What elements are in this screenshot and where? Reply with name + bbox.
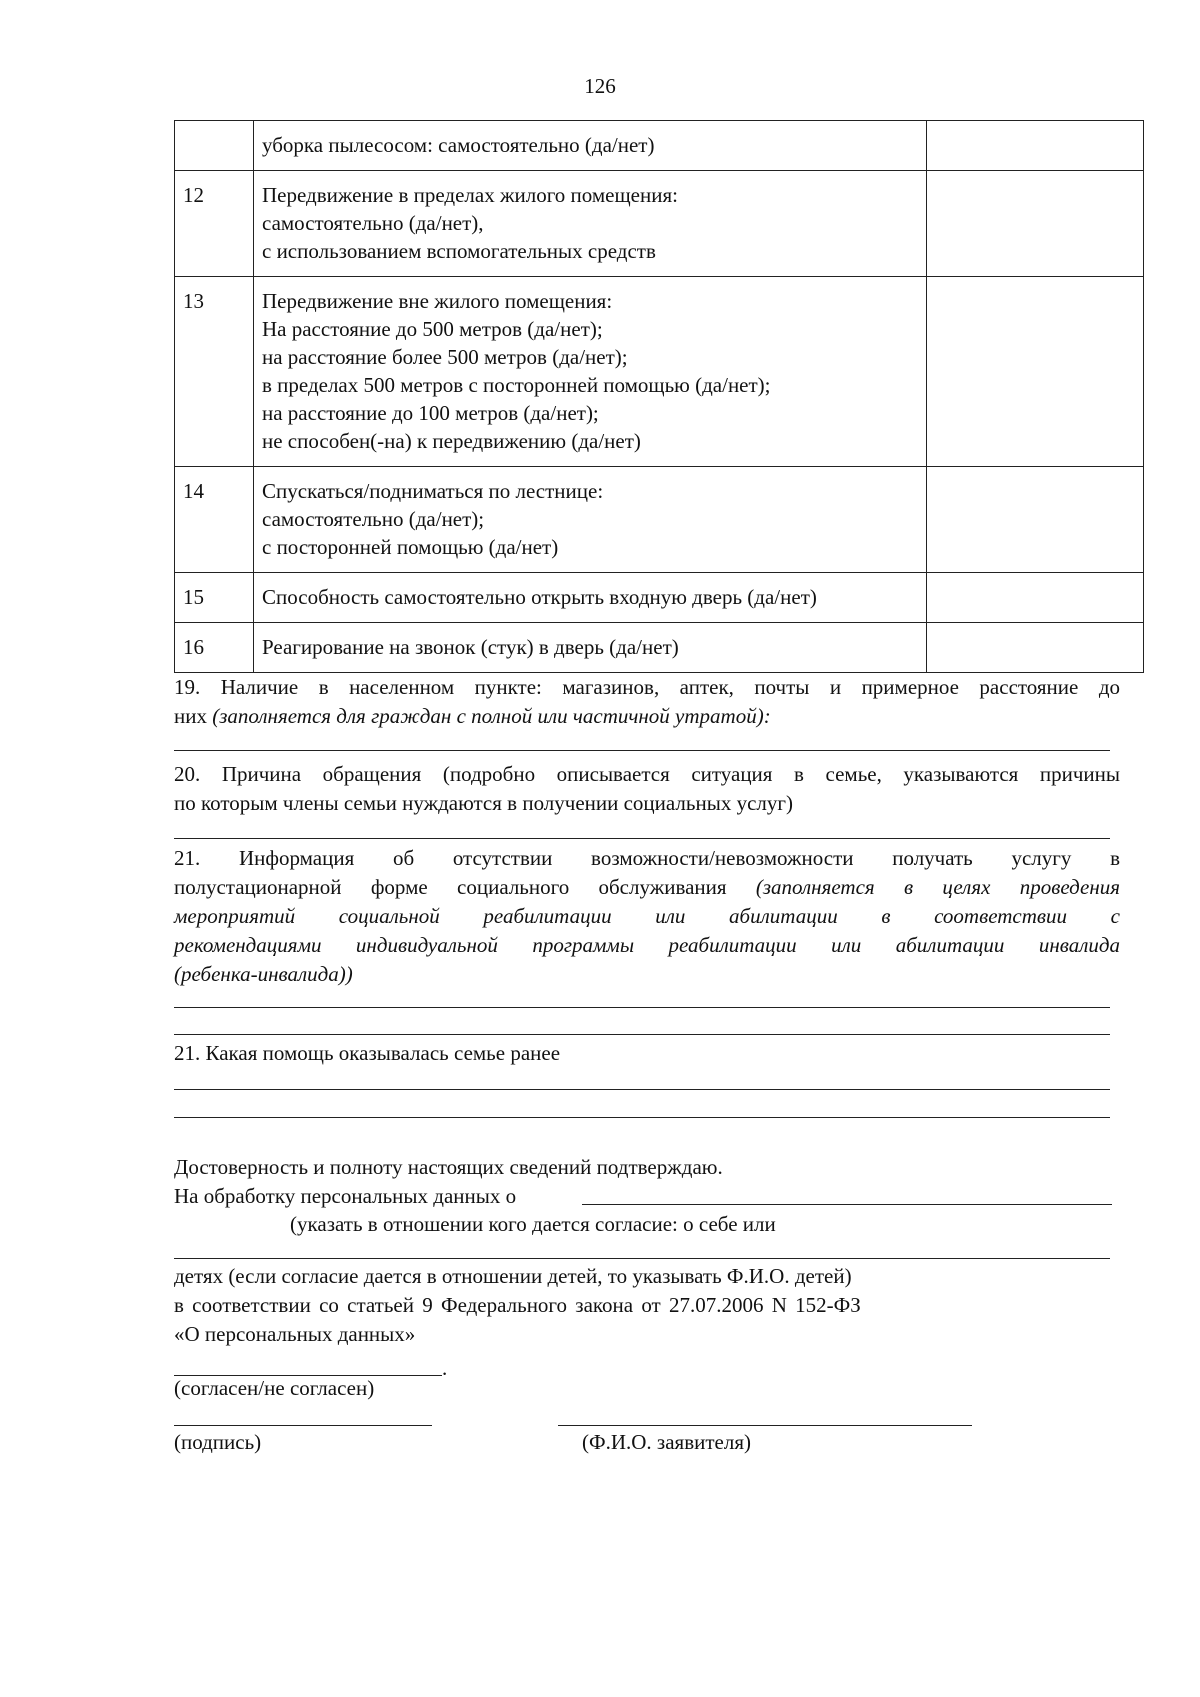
signature-label: (подпись)	[174, 1430, 262, 1454]
table-row	[175, 467, 1144, 573]
row-description-line: с посторонней помощью (да/нет)	[262, 535, 559, 559]
row-description-line: Передвижение вне жилого помещения:	[262, 289, 613, 313]
section-21a-line-5: (ребенка-инвалида))	[174, 962, 353, 986]
section-19-answer-line[interactable]	[174, 750, 1110, 751]
row-description-line: самостоятельно (да/нет),	[262, 211, 484, 235]
row-description	[254, 573, 927, 623]
row-answer-cell[interactable]	[927, 623, 1144, 673]
section-19-line-1: 19. Наличие в населенном пункте: магазинов, аптек, почты и примерное расстояние до	[174, 675, 1120, 699]
agree-period: .	[442, 1356, 448, 1380]
consent-line-3: детях (если согласие дается в отношении детей, то указывать Ф.И.О. детей)	[174, 1264, 852, 1288]
table-row	[175, 121, 1144, 171]
section-21a-line-4: рекомендациями индивидуальной программы реабилитации или абилитации инвалида	[174, 933, 1120, 957]
section-21b-answer-line-1[interactable]	[174, 1089, 1110, 1090]
row-description-line: самостоятельно (да/нет);	[262, 507, 485, 531]
assessment-table	[174, 120, 1144, 673]
section-19-line-2	[174, 702, 1120, 731]
row-number: 12	[175, 171, 254, 277]
row-description	[254, 121, 927, 171]
row-answer-cell[interactable]	[927, 467, 1144, 573]
row-description-line: на расстояние более 500 метров (да/нет);	[262, 345, 628, 369]
row-description-line: Способность самостоятельно открыть входную дверь (да/нет)	[262, 585, 817, 609]
consent-line-4: в соответствии со статьей 9 Федерального закона от 27.07.2006 N 152-ФЗ	[174, 1293, 861, 1317]
row-description-line: в пределах 500 метров с посторонней помощью (да/нет);	[262, 373, 771, 397]
table-row	[175, 277, 1144, 467]
consent-note: (указать в отношении кого дается согласие: о себе или	[290, 1212, 776, 1236]
row-number: 16	[175, 623, 254, 673]
section-21b-answer-line-2[interactable]	[174, 1117, 1110, 1118]
row-description-line: Передвижение в пределах жилого помещения:	[262, 183, 678, 207]
row-description-line: На расстояние до 500 метров (да/нет);	[262, 317, 603, 341]
section-21a-line-1: 21. Информация об отсутствии возможности/невозможности получать услугу в	[174, 846, 1120, 870]
applicant-name-label: (Ф.И.О. заявителя)	[582, 1430, 751, 1454]
consent-line-2-text: На обработку персональных данных о	[174, 1184, 517, 1208]
section-19-line-2-normal: них	[174, 704, 213, 728]
applicant-name-line[interactable]	[558, 1425, 972, 1426]
row-description	[254, 171, 927, 277]
row-answer-cell[interactable]	[927, 121, 1144, 171]
row-answer-cell[interactable]	[927, 573, 1144, 623]
row-answer-cell[interactable]	[927, 277, 1144, 467]
row-description-line: Реагирование на звонок (стук) в дверь (да/нет)	[262, 635, 679, 659]
section-20-answer-line[interactable]	[174, 838, 1110, 839]
row-description-line: с использованием вспомогательных средств	[262, 239, 656, 263]
agree-label: (согласен/не согласен)	[174, 1376, 375, 1400]
signature-line[interactable]	[174, 1425, 432, 1426]
section-21b-text: 21. Какая помощь оказывалась семье ранее	[174, 1041, 561, 1065]
section-21a-line-2-italic: (заполняется в целях проведения	[755, 875, 1121, 899]
row-description	[254, 277, 927, 467]
row-description-line: уборка пылесосом: самостоятельно (да/нет)	[262, 133, 655, 157]
row-description	[254, 467, 927, 573]
row-answer-cell[interactable]	[927, 171, 1144, 277]
row-number	[175, 121, 254, 171]
consent-line-5: «О персональных данных»	[174, 1322, 416, 1346]
consent-subject-line[interactable]	[582, 1204, 1112, 1205]
row-number: 15	[175, 573, 254, 623]
section-21a-line-3: мероприятий социальной реабилитации или абилитации в соответствии с	[174, 904, 1120, 928]
table-row	[175, 573, 1144, 623]
page-number: 126	[584, 74, 616, 98]
row-description	[254, 623, 927, 673]
section-20-line-2: по которым члены семьи нуждаются в получении социальных услуг)	[174, 791, 793, 815]
row-number: 13	[175, 277, 254, 467]
table-row	[175, 623, 1144, 673]
consent-line-1: Достоверность и полноту настоящих сведений подтверждаю.	[174, 1155, 723, 1179]
consent-line-2	[174, 1182, 1120, 1211]
section-21a-answer-line-2[interactable]	[174, 1034, 1110, 1035]
section-20-line-1: 20. Причина обращения (подробно описывается ситуация в семье, указываются причины	[174, 762, 1120, 786]
row-description-line: Спускаться/подниматься по лестнице:	[262, 479, 604, 503]
row-description-line: на расстояние до 100 метров (да/нет);	[262, 401, 599, 425]
section-21a-answer-line-1[interactable]	[174, 1007, 1110, 1008]
section-19-line-2-italic: (заполняется для граждан с полной или частичной утратой):	[212, 704, 771, 728]
row-description-line: не способен(-на) к передвижению (да/нет)	[262, 429, 641, 453]
row-number: 14	[175, 467, 254, 573]
section-21a-line-2-normal: полустационарной форме социального обслуживания	[174, 875, 756, 899]
section-21a-line-2	[174, 873, 1120, 902]
consent-subject-line-2[interactable]	[174, 1258, 1110, 1259]
table-row	[175, 171, 1144, 277]
